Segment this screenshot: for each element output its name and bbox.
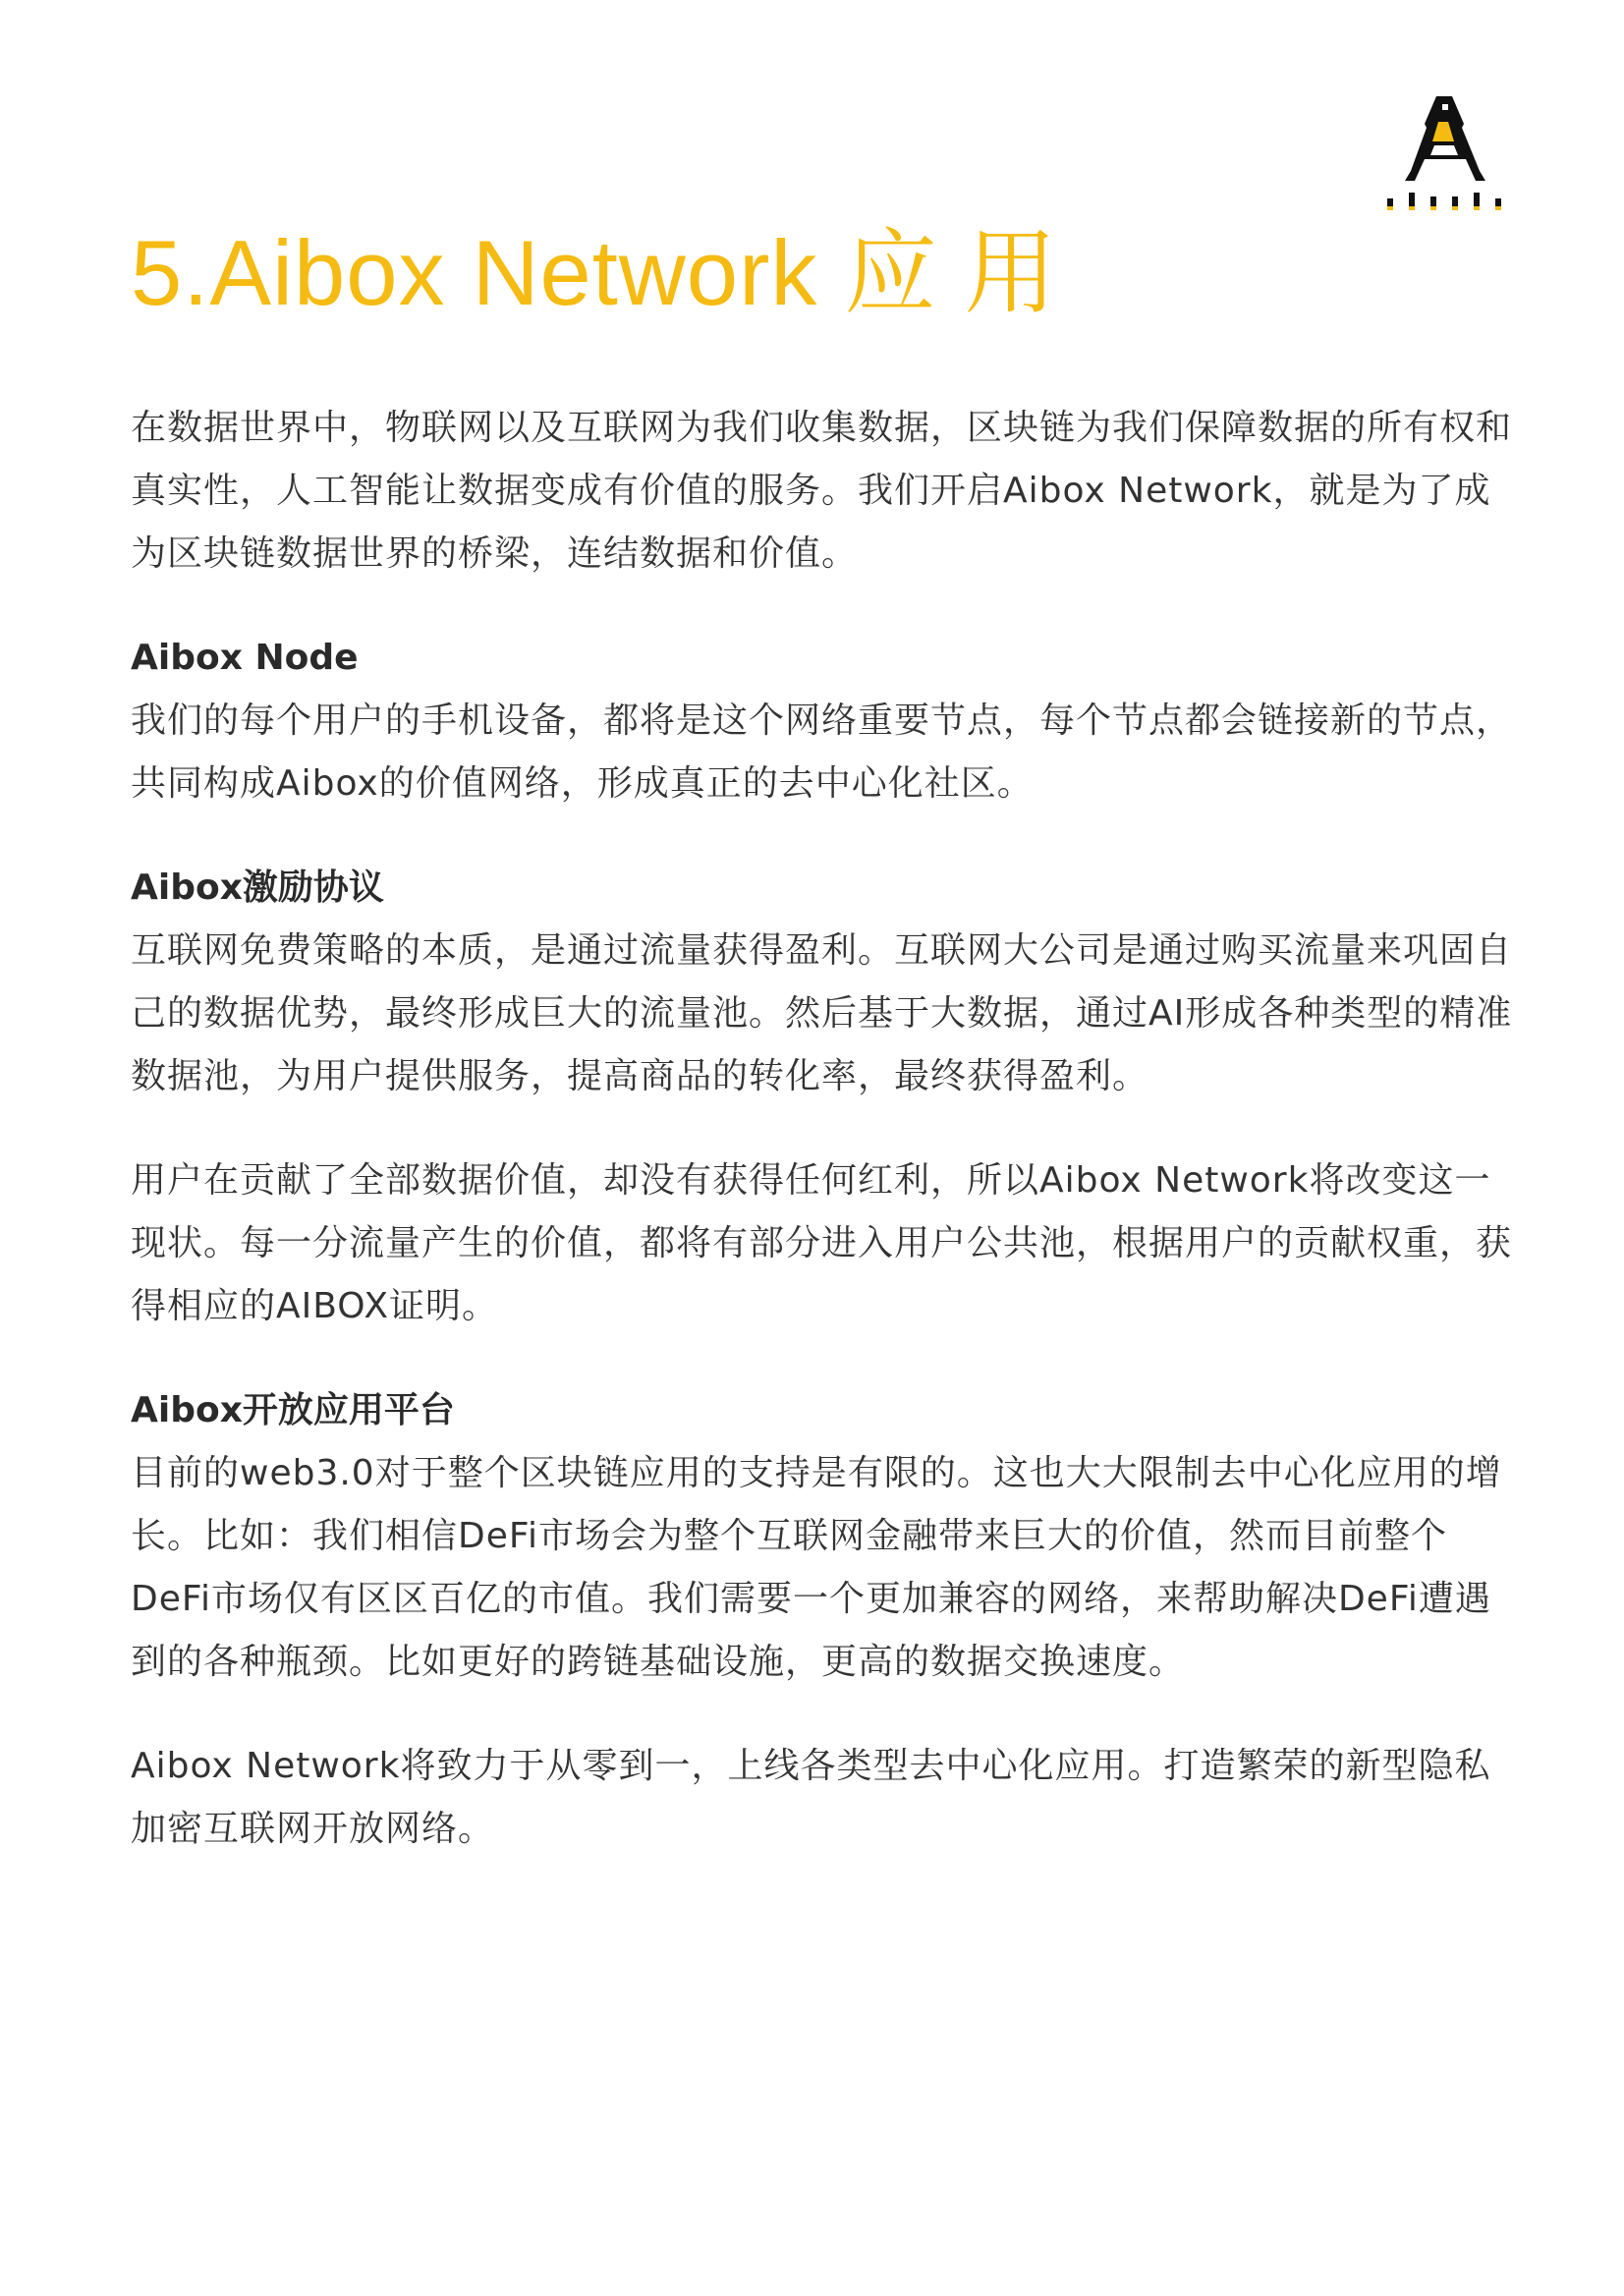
section-heading-incentive: Aibox激励协议 [131,868,384,908]
page-title: 5.Aibox Network 应 用 [131,221,1058,324]
node-paragraph: 我们的每个用户的手机设备，都将是这个网络重要节点，每个节点都会链接新的节点，共同构成Aibox的价值网络，形成真正的去中心化社区。 [131,700,1513,804]
incentive-paragraph-1: 互联网免费策略的本质，是通过流量获得盈利。互联网大公司是通过购买流量来巩固自己的数据优势，最终形成巨大的流量池。然后基于大数据，通过AI形成各种类型的精准数据池，为用户提供服务，提高商品的转化率，最终获得盈利。 [131,930,1513,1096]
aibox-a-logo-icon [1383,94,1505,214]
section-heading-platform: Aibox开放应用平台 [131,1390,455,1430]
section-heading-node: Aibox Node [131,638,359,678]
document-body [131,397,1516,1902]
platform-paragraph-1: 目前的web3.0对于整个区块链应用的支持是有限的。这也大大限制去中心化应用的增长。比如：我们相信DeFi市场会为整个互联网金融带来巨大的价值，然而目前整个DeFi市场仅有区区百亿的市值。我们需要一个更加兼容的网络，来帮助解决DeFi遭遇到的各种瓶颈。比如更好的跨链基础设施，更高的数据交换速度。 [131,1453,1502,1682]
incentive-paragraph-2: 用户在贡献了全部数据价值，却没有获得任何红利，所以Aibox Network将改变这一现状。每一分流量产生的价值，都将有部分进入用户公共池，根据用户的贡献权重，获得相应的AIBOX证明。 [131,1160,1513,1326]
platform-paragraph-2: Aibox Network将致力于从零到一，上线各类型去中心化应用。打造繁荣的新型隐私加密互联网开放网络。 [131,1746,1491,1849]
intro-paragraph: 在数据世界中，物联网以及互联网为我们收集数据，区块链为我们保障数据的所有权和真实性，人工智能让数据变成有价值的服务。我们开启Aibox Network，就是为了成为区块链数据世界的桥梁，连结数据和价值。 [131,408,1513,574]
